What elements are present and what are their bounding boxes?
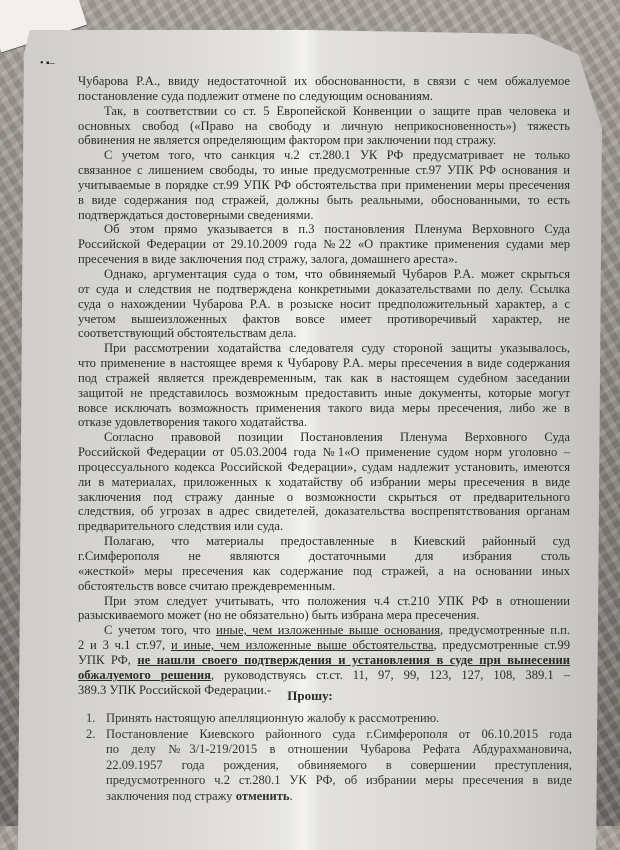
text-line: [78, 445, 570, 460]
text-line: [78, 222, 570, 237]
text-segment: Об этом прямо указывается в п.3 постановления Пленума Верховного Суда: [104, 222, 570, 237]
text-line: [106, 789, 572, 805]
text-segment: обстоятельств вовсе считаю преждевременным.: [78, 578, 336, 593]
text-line: [78, 297, 570, 312]
text-segment: Согласно правовой позиции Постановления Пленума Верховного Суда: [104, 430, 570, 445]
text-segment: С учетом того, что: [104, 623, 217, 638]
text-segment: постановление суда подлежит отмене по следующим основаниям.: [78, 88, 434, 103]
text-line: [78, 653, 570, 668]
text-segment: При рассмотрении ходатайства следователя суду стороной защиты указывалось,: [104, 341, 570, 356]
text-segment: заключения под стражу данные о возможности скрыться от предварительного: [78, 489, 570, 504]
text-segment: заключения под стражу: [106, 788, 236, 803]
text-line: [78, 504, 570, 519]
text-segment: учетом вышеизложенных фактов вовсе имеет противоречивый характер, не: [78, 311, 570, 326]
text-line: [106, 711, 572, 727]
underlined-text: и иные, чем изложенные выше обстоятельства: [170, 638, 434, 653]
text-segment: Полагаю, что материалы предоставленные в Киевский районный суд: [104, 534, 570, 549]
text-segment: связанное с лишением свободы, то иные предусмотренные ст.97 УПК РФ основания и: [78, 163, 570, 178]
text-line: [106, 758, 572, 774]
text-line: [78, 386, 570, 401]
text-segment: разыскиваемого может (но не обязательно) быть избрана мера пресечения.: [78, 608, 480, 623]
text-segment: подтверждаться достоверными сведениями.: [78, 207, 314, 222]
text-segment: пресечения в виде заключения под стражу, залога, домашнего ареста».: [78, 252, 458, 267]
bold-text: отменить: [235, 788, 290, 803]
text-line: [78, 208, 570, 223]
text-line: [106, 727, 572, 743]
text-line: [78, 415, 570, 430]
text-line: [78, 519, 570, 534]
text-segment: под стражей является преждевременным, так как в настоящем судебном заседании: [78, 370, 570, 385]
text-segment: соответствующий обстоятельствам дела.: [78, 326, 297, 341]
text-line: [78, 549, 570, 564]
text-line: [78, 638, 570, 653]
text-segment: С учетом того, что санкция ч.2 ст.280.1 УК РФ предусматривает не только: [104, 148, 570, 163]
text-segment: предварительного следствия или суда.: [78, 519, 284, 534]
document-body: [78, 74, 570, 697]
underlined-bold-text: не нашли своего подтверждения и установления в суде при вынесении: [137, 652, 570, 667]
text-line: [78, 193, 570, 208]
text-segment: г.Симферополя не являются достаточными для избрания столь: [78, 549, 570, 563]
text-segment: При этом следует учитывать, что положения ч.4 ст.210 УПК РФ в отношении: [104, 593, 570, 608]
text-line: [78, 460, 570, 475]
text-segment: Однако, аргументация суда о том, что обвиняемый Чубаров Р.А. может скрыться: [104, 266, 570, 281]
text-segment: отказе удовлетворения такого ходатайства.: [78, 415, 308, 430]
text-line: [78, 178, 570, 193]
text-line: [78, 475, 570, 490]
text-line: [78, 430, 570, 445]
text-line: [78, 341, 570, 356]
list-item: [86, 711, 572, 727]
text-segment: , предусмотренные п.п.: [440, 623, 570, 638]
text-line: [78, 594, 570, 609]
text-segment: предусмотренного ч.2 ст.280.1 УК РФ, об избрании меры пресечения в виде: [106, 773, 572, 787]
text-line: [78, 74, 570, 89]
text-segment: следствия, об угрозах в адрес свидетелей, доказательства воспрепятствования органам: [78, 504, 570, 519]
text-line: [78, 401, 570, 416]
text-line: [78, 119, 570, 134]
text-segment: Так, в соответствии со ст. 5 Европейской Конвенции о защите прав человека и: [104, 103, 570, 118]
text-segment: обвинения не является определяющим фактором при заключении под стражу.: [78, 133, 497, 148]
text-segment: Чубарова Р.А., ввиду недостаточной их обоснованности, в связи с чем обжалуемое: [78, 74, 570, 88]
text-segment: основных свобод («Право на свободу и личную неприкосновенность») тяжесть: [78, 118, 570, 133]
text-segment: Российской Федерации от 05.03.2004 года №1«О применение судом норм уголовно –: [78, 445, 570, 460]
text-line: [78, 579, 570, 594]
text-segment: «жесткой» меры пресечения как содержание под стражей, а на основании иных: [78, 563, 570, 578]
list-number: 1.: [86, 711, 96, 725]
stray-mark: • ▪–: [40, 58, 55, 69]
list-item-text: [106, 727, 572, 805]
request-list: [86, 711, 572, 804]
text-segment: вовсе исключать возможность применения такого вида меры пресечения, либо же в: [78, 400, 570, 415]
list-item-text: [106, 711, 572, 727]
text-segment: УПК РФ,: [78, 652, 138, 667]
underlined-bold-text: обжалуемого решения: [78, 667, 211, 682]
text-segment: ли в материалах, приложенных к ходатайству об избрании меры пресечения в виде: [78, 474, 570, 489]
text-segment: 2 и 3 ч.1 ст.97,: [78, 638, 171, 653]
text-segment: Принять настоящую апелляционную жалобу к рассмотрению.: [106, 711, 440, 725]
text-segment: , руководствуясь ст.ст. 11, 97, 99, 123, 127, 108, 389.1 –: [210, 667, 570, 682]
text-segment: что применение в настоящее время к Чубарову Р.А. меры пресечения в виде содержания: [78, 356, 570, 371]
text-segment: защитой не представилось возможным предоставить иные документы, которые могут: [78, 385, 570, 400]
text-line: [78, 534, 570, 549]
text-line: [106, 773, 572, 789]
text-line: [78, 282, 570, 297]
text-segment: 389.3 УПК Российской Федерации.-: [78, 682, 272, 697]
text-line: [78, 89, 570, 104]
text-line: [78, 163, 570, 178]
text-line: [78, 237, 570, 252]
list-item: [86, 727, 572, 805]
text-segment: суда о нахождении Чубарова Р.А. в розыске носит предположительный характер, а с: [78, 296, 570, 311]
text-segment: , предусмотренные ст.99: [433, 638, 570, 653]
text-segment: Постановление Киевского районного суда г.Симферополя от 06.10.2015 года: [106, 726, 572, 741]
text-line: [78, 371, 570, 386]
text-line: [78, 148, 570, 163]
text-line: [78, 356, 570, 371]
underlined-text: иные, чем изложенные выше основания: [216, 623, 441, 638]
text-segment: учитываемые в порядке ст.99 УПК РФ обстоятельства при применении меры пресечения: [78, 177, 570, 192]
request-heading: Прошу:: [287, 688, 333, 703]
text-segment: в виде содержания под стражей, должны быть реальными, обоснованными, то есть: [78, 192, 570, 207]
text-line: [78, 312, 570, 327]
text-line: [78, 326, 570, 341]
text-segment: 22.09.1957 года рождения, обвиняемого в совершении преступления,: [106, 757, 572, 772]
text-line: [78, 104, 570, 119]
text-line: [78, 133, 570, 148]
text-segment: по делу №3/1-219/2015 в отношении Чубарова Рефата Абдурахмановича,: [106, 742, 572, 756]
text-segment: процессуального кодекса Российской Федерации», судам надлежит установить, имеются: [78, 459, 570, 474]
text-line: [78, 668, 570, 683]
text-line: [78, 267, 570, 282]
text-line: [78, 490, 570, 505]
text-line: [78, 623, 570, 638]
text-line: [78, 252, 570, 267]
text-line: [106, 742, 572, 758]
text-line: [78, 608, 570, 623]
text-segment: от суда и следствия не подтверждена конкретными доказательствами по делу. Ссылка: [78, 281, 570, 296]
text-segment: .: [289, 788, 293, 803]
text-line: [78, 564, 570, 579]
text-segment: Российской Федерации от 29.10.2009 года №22 «О практике применения судами мер: [78, 237, 570, 252]
list-number: 2.: [86, 726, 96, 741]
